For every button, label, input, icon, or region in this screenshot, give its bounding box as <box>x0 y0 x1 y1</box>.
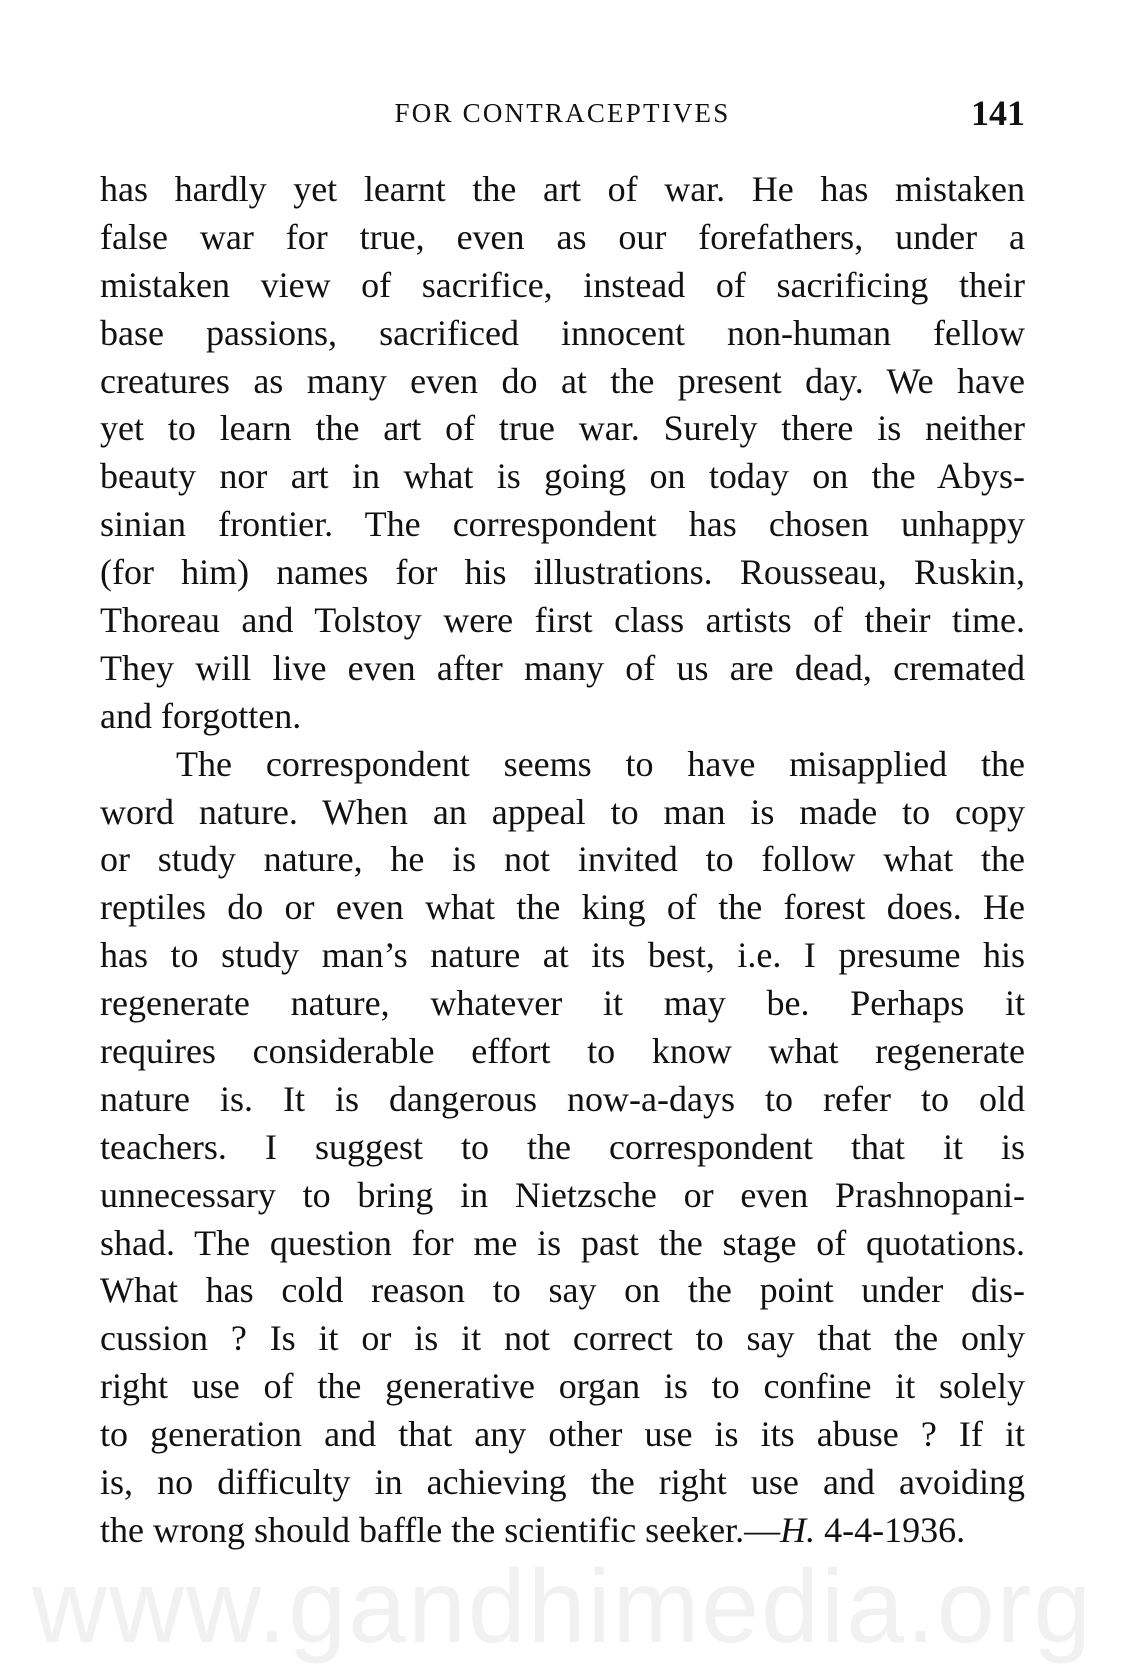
text-line: to generation and that any other use is its abuse ? If it <box>100 1414 1025 1455</box>
source-abbreviation: H. <box>780 1509 816 1550</box>
text-line: mistaken view of sacrifice, instead of sacrificing their <box>100 264 1025 305</box>
text-line: regenerate nature, whatever it may be. Perhaps it <box>100 983 1025 1024</box>
page-number: 141 <box>971 93 1025 133</box>
website-watermark: www.gandhimedia.org <box>31 1549 1094 1665</box>
text-line: and forgotten. <box>100 695 302 736</box>
running-head <box>100 92 1025 136</box>
text-line: The correspondent seems to have misapplied the <box>176 743 1025 784</box>
text-line: (for him) names for his illustrations. Rousseau, Ruskin, <box>100 552 1025 593</box>
text-line: has hardly yet learnt the art of war. He has mistaken <box>100 169 1025 209</box>
text-line: unnecessary to bring in Nietzsche or even Prashnopani- <box>100 1174 1025 1215</box>
text-line: reptiles do or even what the king of the forest does. He <box>100 887 1025 928</box>
text-line: right use of the generative organ is to confine it solely <box>100 1366 1025 1407</box>
paragraph-1 <box>100 166 1025 741</box>
text-line: cussion ? Is it or is it not correct to say that the only <box>100 1318 1025 1359</box>
text-line: Thoreau and Tolstoy were first class artists of their time. <box>100 600 1025 641</box>
running-title: FOR CONTRACEPTIVES <box>394 98 731 128</box>
text-line: has to study man’s nature at its best, i.e. I presume his <box>100 935 1025 976</box>
text-line: base passions, sacrificed innocent non-human fellow <box>100 312 1025 353</box>
text-line: sinian frontier. The correspondent has chosen unhappy <box>100 504 1025 545</box>
text-line: yet to learn the art of true war. Surely there is neither <box>100 408 1025 449</box>
text-line: creatures as many even do at the present day. We have <box>100 360 1025 401</box>
body-text <box>100 166 1025 1555</box>
text-line: nature is. It is dangerous now-a-days to refer to old <box>100 1078 1025 1119</box>
text-line: or study nature, he is not invited to follow what the <box>100 839 1025 880</box>
source-date: 4-4-1936. <box>815 1509 966 1550</box>
text-line: They will live even after many of us are dead, cremated <box>100 647 1025 688</box>
text-line: shad. The question for me is past the stage of quotations. <box>100 1222 1025 1263</box>
text-line: requires considerable effort to know what regenerate <box>100 1031 1025 1072</box>
text-line: is, no difficulty in achieving the right use and avoiding <box>100 1462 1025 1503</box>
text-line: word nature. When an appeal to man is made to copy <box>100 791 1025 832</box>
text-line: teachers. I suggest to the correspondent that it is <box>100 1126 1025 1167</box>
closing-text: the wrong should baffle the scientific seeker.— <box>100 1509 781 1550</box>
paragraph-2 <box>100 741 1025 1555</box>
text-line: What has cold reason to say on the point under dis- <box>100 1270 1025 1311</box>
text-line: beauty nor art in what is going on today on the Abys- <box>100 456 1025 497</box>
text-line: false war for true, even as our forefathers, under a <box>100 216 1025 257</box>
